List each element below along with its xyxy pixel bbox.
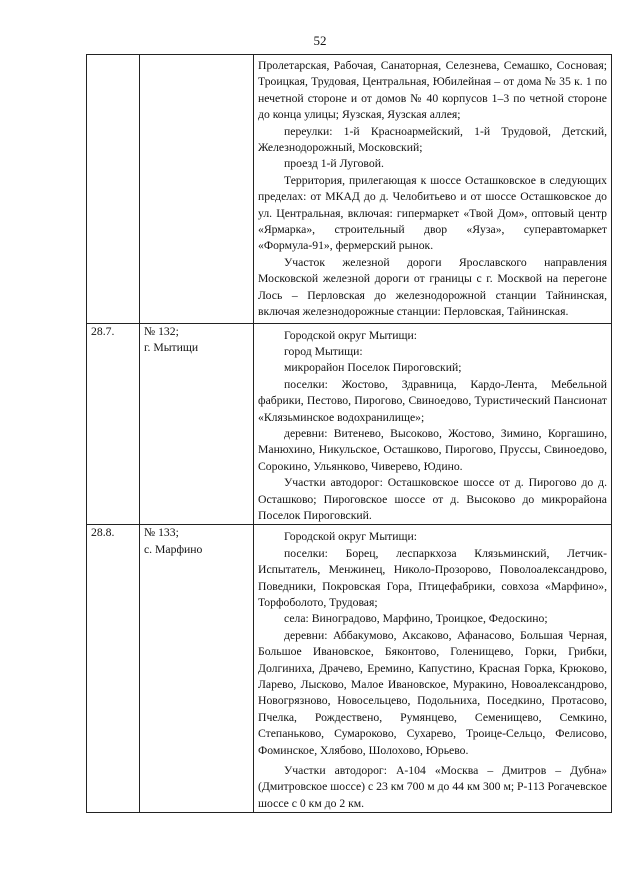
territory-description-cell	[254, 525, 612, 813]
territory-paragraph: город Мытищи:	[284, 344, 363, 358]
territory-paragraph: деревни: Аббакумово, Аксаково, Афанасово, Большая Черная, Большое Ивановское, Бяконтово, Голенищево, Горки, Грибки, Долгиниха, Драчево, Еремино, Капустино, Красная Горка, Крюково, Ларево, Лысково, Малое Ивановское, Муракино, Новоалександрово, Новогрязново, Новосельцево, Подольниха, Поседкино, Протасово, Пчелка, Рождествено, Румянцево, Семенищево, Семкино, Степаньково, Сумароково, Сухарево, Троице-Сельцо, Фелисово, Фоминское, Хлябово, Шолохово, Юрьево.	[258, 628, 607, 757]
table-row	[87, 55, 612, 324]
territory-description-cell	[254, 55, 612, 324]
territory-paragraph: Пролетарская, Рабочая, Санаторная, Селезнева, Семашко, Сосновая; Троицкая, Трудовая, Центральная, Юбилейная – от дома № 35 к. 1 по нечетной стороне и от домов № 40 корпусов 1–3 по четной стороне до конца улицы; Яузская, Яузская аллея;	[258, 59, 607, 122]
territory-paragraph: Территория, прилегающая к шоссе Осташковское в следующих пределах: от МКАД до д. Челобитьево и от шоссе Осташковское до ул. Центральная, включая: гипермаркет «Твой Дом», оптовый центр «Ярмарка», строительный двор «Яуза», суперавтомаркет «Формула-91», фермерский рынок.	[258, 173, 607, 253]
table-row	[87, 525, 612, 813]
row-number-cell: 28.8.	[87, 525, 140, 813]
territory-paragraph: проезд 1-й Луговой.	[284, 157, 384, 171]
territory-paragraph: переулки: 1-й Красноармейский, 1-й Трудовой, Детский, Железнодорожный, Московский;	[258, 124, 607, 155]
territory-paragraph: Участок железной дороги Ярославского направления Московской железной дороги от границы с г. Москвой на перегоне Лось – Перловская до железнодорожной станции Тайнинская, включая железнодорожные станции: Перловская, Тайнинская.	[258, 255, 607, 319]
district-cell: № 132; г. Мытищи	[140, 323, 254, 525]
territory-paragraph: поселки: Борец, леспаркхоза Клязьминский, Летчик-Испытатель, Менжинец, Николо-Прозорово, Поволоалександрово, Поведники, Покровская Гора, Птицефабрики, совхоза «Марфино», Торфоболото, Трудовая;	[258, 546, 607, 609]
electoral-districts-table	[86, 54, 612, 813]
row-number-cell: 28.7.	[87, 323, 140, 525]
territory-paragraph: села: Виноградово, Марфино, Троицкое, Федоскино;	[284, 612, 548, 626]
row-number-cell	[87, 55, 140, 324]
district-cell: № 133; с. Марфино	[140, 525, 254, 813]
table-row	[87, 323, 612, 525]
territory-paragraph: Участки автодорог: Осташковское шоссе от д. Пирогово до д. Осташково; Пироговское шоссе от д. Высоково до микрорайона Поселок Пироговский.	[258, 476, 607, 522]
territory-paragraph: Городской округ Мытищи:	[284, 328, 418, 342]
territory-paragraph: Городской округ Мытищи:	[284, 530, 418, 544]
territory-paragraph: Участки автодорог: А-104 «Москва – Дмитров – Дубна» (Дмитровское шоссе) с 23 км 700 м до 44 км 300 м; Р-113 Рогачевское шоссе с 0 км до 2 км.	[258, 764, 607, 810]
district-cell	[140, 55, 254, 324]
territory-paragraph: деревни: Витенево, Высоково, Жостово, Зимино, Коргашино, Манюхино, Никульское, Осташково, Пирогово, Пруссы, Свиноедово, Сорокино, Ульянково, Чиверево, Юдино.	[258, 426, 607, 473]
territory-description-cell	[254, 323, 612, 525]
page-number: 52	[313, 33, 327, 48]
territory-paragraph: поселки: Жостово, Здравница, Кардо-Лента, Мебельной фабрики, Пестово, Пирогово, Свиноедово, Туристический Пансионат «Клязьминское водохранилище»;	[258, 377, 607, 424]
territory-paragraph: микрорайон Поселок Пироговский;	[284, 361, 462, 375]
